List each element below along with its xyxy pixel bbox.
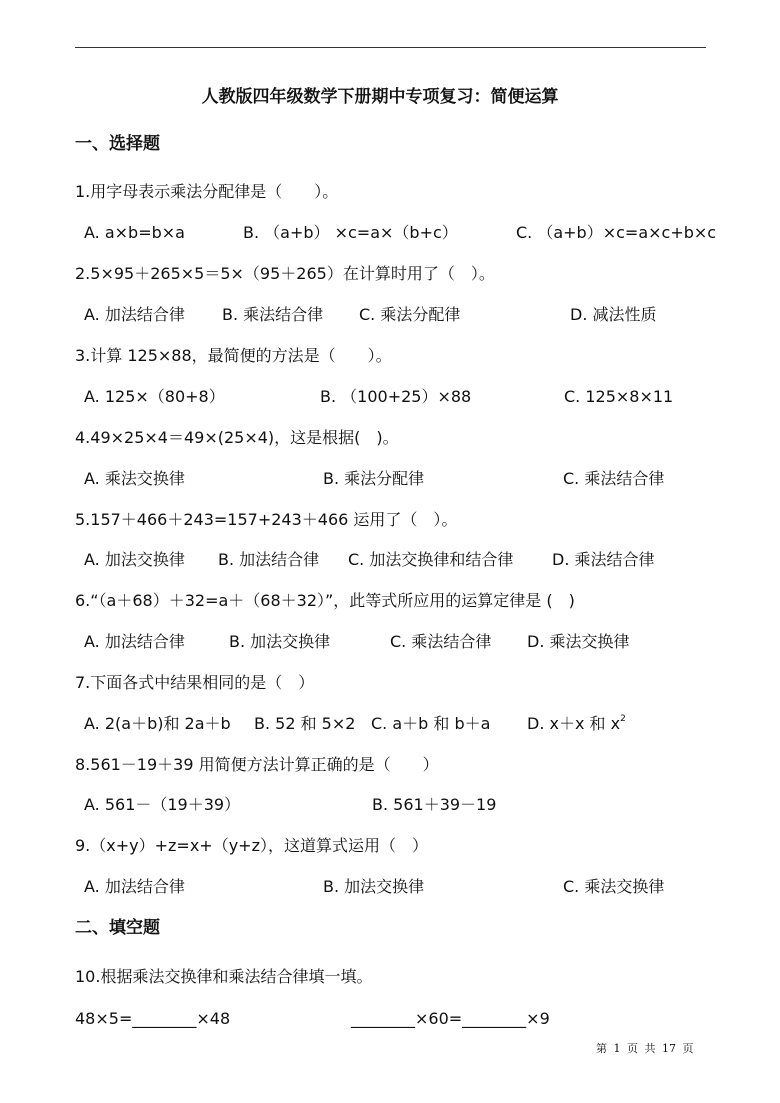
question-7 (0, 671, 780, 695)
question-7-options (0, 712, 780, 736)
option-a: A. 561－（19＋39） (84, 795, 241, 814)
page-title: 人教版四年级数学下册期中专项复习：简便运算 (201, 87, 559, 107)
question-10-blanks (0, 1007, 780, 1031)
question-1 (0, 180, 780, 204)
option-a: A. a×b=b×a (84, 223, 185, 242)
question-stem: 7.下面各式中结果相同的是（ ） (75, 673, 315, 692)
option-c: C. 乘法交换律 (563, 877, 665, 896)
question-stem: 10.根据乘法交换律和乘法结合律填一填。 (75, 967, 373, 986)
option-c: C. （a+b）×c=a×c+b×c (516, 223, 717, 242)
option-b: B. （100+25）×88 (320, 387, 472, 406)
option-d: D. 乘法结合律 (552, 550, 655, 569)
question-stem: 9.（x+y）+z=x+（y+z），这道算式运用（ ） (75, 836, 428, 855)
question-5-options (0, 548, 780, 572)
option-c: C. 乘法分配律 (359, 305, 461, 324)
fill-line-left: 48×5=________×48 (75, 1009, 231, 1028)
option-d (527, 712, 626, 736)
question-6 (0, 589, 780, 613)
option-a: A. 乘法交换律 (84, 469, 185, 488)
option-a: A. 加法结合律 (84, 877, 185, 896)
option-b: B. 加法结合律 (218, 550, 320, 569)
option-c: C. 125×8×11 (564, 387, 674, 406)
footer-ye: 页 (682, 1042, 694, 1055)
option-b: B. 乘法结合律 (222, 305, 324, 324)
option-b: B. 加法交换律 (323, 877, 425, 896)
footer-gong: 共 (644, 1042, 656, 1055)
fill-line-right: ________×60=________×9 (351, 1009, 550, 1028)
question-8-options (0, 793, 780, 817)
question-stem: 8.561－19＋39 用简便方法计算正确的是（ ） (75, 755, 439, 774)
question-3 (0, 344, 780, 368)
section-title: 一、选择题 (75, 134, 160, 154)
section-heading-fill (0, 916, 780, 940)
question-stem: 6.“（a＋68）＋32=a＋（68＋32）”，此等式所应用的运算定律是 ( ) (75, 591, 575, 610)
section-heading-choice (0, 132, 780, 156)
question-9-options (0, 875, 780, 899)
question-10 (0, 965, 780, 989)
question-4 (0, 426, 780, 450)
question-stem: 5.157＋466＋243=157+243＋466 运用了（ ）。 (75, 510, 458, 529)
question-8 (0, 753, 780, 777)
question-stem: 4.49×25×4＝49×(25×4)，这是根据( )。 (75, 428, 399, 447)
option-d: D. 乘法交换律 (527, 632, 630, 651)
footer-ye: 页 (627, 1042, 638, 1055)
header-rule (75, 47, 706, 48)
option-c: C. 乘法结合律 (563, 469, 665, 488)
question-5 (0, 508, 780, 532)
option-d-text: D. x＋x 和 x (527, 714, 621, 733)
option-b: B. （a+b） ×c=a×（b+c） (243, 223, 458, 242)
exponent: 2 (620, 713, 626, 724)
section-title: 二、填空题 (75, 918, 160, 938)
option-c: C. 乘法结合律 (390, 632, 492, 651)
option-c: C. 加法交换律和结合律 (348, 550, 514, 569)
question-4-options (0, 467, 780, 491)
option-b: B. 乘法分配律 (323, 469, 425, 488)
option-b: B. 加法交换律 (229, 632, 331, 651)
question-3-options (0, 385, 780, 409)
option-d: D. 减法性质 (570, 305, 657, 324)
question-stem: 3.计算 125×88，最简便的方法是（ ）。 (75, 346, 392, 365)
option-a: A. 加法结合律 (84, 305, 185, 324)
option-a: A. 2(a＋b)和 2a＋b (84, 714, 231, 733)
option-c: C. a＋b 和 b＋a (371, 714, 491, 733)
question-6-options (0, 630, 780, 654)
option-b: B. 52 和 5×2 (254, 714, 356, 733)
option-a: A. 加法交换律 (84, 550, 185, 569)
question-stem: 2.5×95＋265×5＝5×（95＋265）在计算时用了（ ）。 (75, 264, 495, 283)
question-1-options (0, 221, 780, 245)
option-b: B. 561＋39－19 (372, 795, 497, 814)
question-9 (0, 834, 780, 858)
footer-di: 第 (596, 1042, 607, 1055)
footer-page-number: 1 (613, 1042, 621, 1055)
footer-total-pages: 17 (662, 1042, 676, 1055)
page-footer (596, 1040, 697, 1056)
question-stem: 1.用字母表示乘法分配律是（ ）。 (75, 182, 339, 201)
question-2-options (0, 303, 780, 327)
option-a: A. 加法结合律 (84, 632, 185, 651)
option-a: A. 125×（80+8） (84, 387, 225, 406)
question-2 (0, 262, 780, 286)
